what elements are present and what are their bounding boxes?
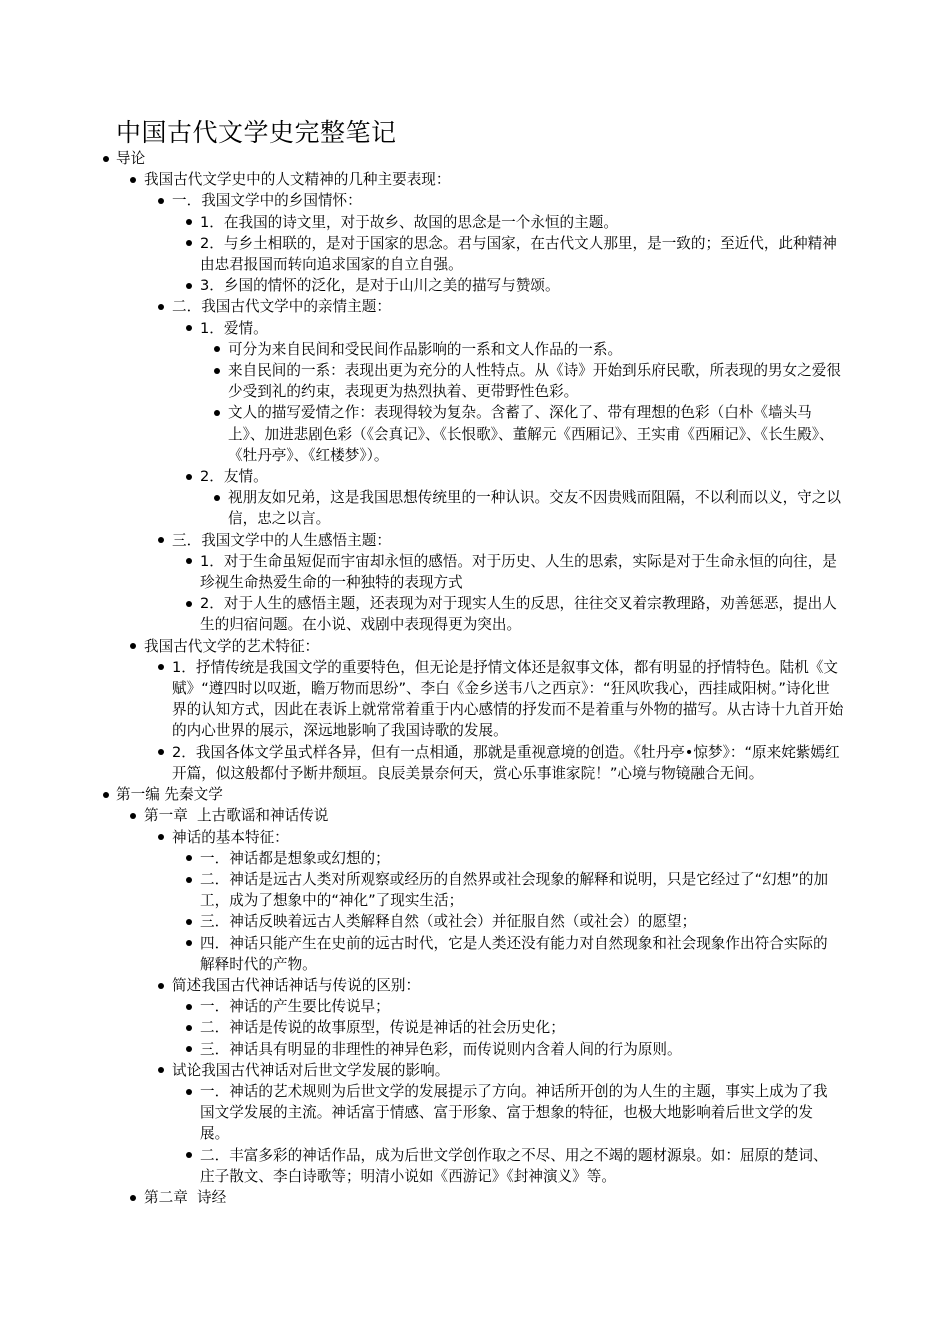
outline-item-level-4: 2．友情。: [200, 466, 842, 487]
outline-item-level-3: 三．我国文学中的人生感悟主题：: [172, 530, 844, 551]
outline-item-level-4: 二．丰富多彩的神话作品，成为后世文学创作取之不尽、用之不竭的题材源泉。如：屈原的楚词、庄子散文、李白诗歌等；明清小说如《西游记》《封神演义》等。: [200, 1145, 842, 1187]
outline-item-level-4: 二．神话是远古人类对所观察或经历的自然界或社会现象的解释和说明，只是它经过了“幻想”的加工，成为了想象中的“神化”了现实生活；: [200, 869, 842, 911]
outline-item-level-4: 一．神话都是想象或幻想的；: [200, 848, 842, 869]
outline-item-level-3: 2．我国各体文学虽式样各异，但有一点相通，那就是重视意境的创造。《牡丹亭•惊梦》：“原来姹紫嫣红开篇，似这般都付予断井颓垣。良辰美景奈何天，赏心乐事谁家院！”心境与物镜融合无间。: [172, 742, 844, 784]
outline-item-level-4: 二．神话是传说的故事原型，传说是神话的社会历史化；: [200, 1017, 842, 1038]
outline-item-level-4: 一．神话的产生要比传说早；: [200, 996, 842, 1017]
outline-item-level-2: 我国古代文学的艺术特征：: [144, 636, 844, 657]
outline-item-level-5: 文人的描写爱情之作：表现得较为复杂。含蓄了、深化了、带有理想的色彩（白朴《墙头马上》、加进悲剧色彩（《会真记》、《长恨歌》、董解元《西厢记》、王实甫《西厢记》、《长生殿》、《牡丹亭》、《红楼梦》）。: [228, 402, 842, 466]
outline-item-level-2: 第一章 上古歌谣和神话传说: [144, 805, 844, 826]
outline-list: [0, 148, 950, 1208]
outline-item-level-3: 神话的基本特征：: [172, 827, 844, 848]
outline-item-level-2: 我国古代文学史中的人文精神的几种主要表现：: [144, 169, 844, 190]
outline-item-level-1: 导论: [116, 148, 836, 169]
outline-item-level-4: 三．神话反映着远古人类解释自然（或社会）并征服自然（或社会）的愿望；: [200, 911, 842, 932]
outline-item-level-4: 2．对于人生的感悟主题，还表现为对于现实人生的反思，往往交叉着宗教理路，劝善惩恶，提出人生的归宿问题。在小说、戏剧中表现得更为突出。: [200, 593, 842, 635]
outline-item-level-4: 2．与乡土相联的，是对于国家的思念。君与国家，在古代文人那里，是一致的；至近代，此种精神由忠君报国而转向追求国家的自立自强。: [200, 233, 842, 275]
outline-item-level-5: 视朋友如兄弟，这是我国思想传统里的一种认识。交友不因贵贱而阻隔，不以利而以义，守之以信，忠之以言。: [228, 487, 842, 529]
outline-item-level-3: 1．抒情传统是我国文学的重要特色，但无论是抒情文体还是叙事文体，都有明显的抒情特色。陆机《文赋》“遵四时以叹逝，瞻万物而思纷”、李白《金乡送韦八之西京》：“狂风吹我心，西挂咸阳树。”诗化世界的认知方式，因此在表诉上就常常着重于内心感情的抒发而不是着重与外物的描写。从古诗十九首开始的内心世界的展示，深远地影响了我国诗歌的发展。: [172, 657, 844, 742]
outline-item-level-4: 3．乡国的情怀的泛化，是对于山川之美的描写与赞颂。: [200, 275, 842, 296]
outline-item-level-4: 1．在我国的诗文里，对于故乡、故国的思念是一个永恒的主题。: [200, 212, 842, 233]
outline-item-level-4: 1．对于生命虽短促而宇宙却永恒的感悟。对于历史、人生的思索，实际是对于生命永恒的向往，是珍视生命热爱生命的一种独特的表现方式: [200, 551, 842, 593]
outline-item-level-4: 三．神话具有明显的非理性的神异色彩，而传说则内含着人间的行为原则。: [200, 1039, 842, 1060]
outline-item-level-1: 第一编 先秦文学: [116, 784, 836, 805]
outline-item-level-5: 来自民间的一系：表现出更为充分的人性特点。从《诗》开始到乐府民歌，所表现的男女之爱很少受到礼的约束，表现更为热烈执着、更带野性色彩。: [228, 360, 842, 402]
outline-item-level-3: 二．我国古代文学中的亲情主题：: [172, 296, 844, 317]
outline-item-level-3: 试论我国古代神话对后世文学发展的影响。: [172, 1060, 844, 1081]
outline-item-level-4: 1．爱情。: [200, 318, 842, 339]
outline-item-level-3: 简述我国古代神话神话与传说的区别：: [172, 975, 844, 996]
outline-item-level-2: 第二章 诗经: [144, 1187, 844, 1208]
outline-item-level-4: 四．神话只能产生在史前的远古时代，它是人类还没有能力对自然现象和社会现象作出符合实际的解释时代的产物。: [200, 933, 842, 975]
outline-item-level-5: 可分为来自民间和受民间作品影响的一系和文人作品的一系。: [228, 339, 842, 360]
document-title: 中国古代文学史完整笔记: [116, 118, 397, 147]
outline-item-level-3: 一．我国文学中的乡国情怀：: [172, 190, 844, 211]
outline-item-level-4: 一．神话的艺术规则为后世文学的发展提示了方向。神话所开创的为人生的主题，事实上成为了我国文学发展的主流。神话富于情感、富于形象、富于想象的特征，也极大地影响着后世文学的发展。: [200, 1081, 842, 1145]
